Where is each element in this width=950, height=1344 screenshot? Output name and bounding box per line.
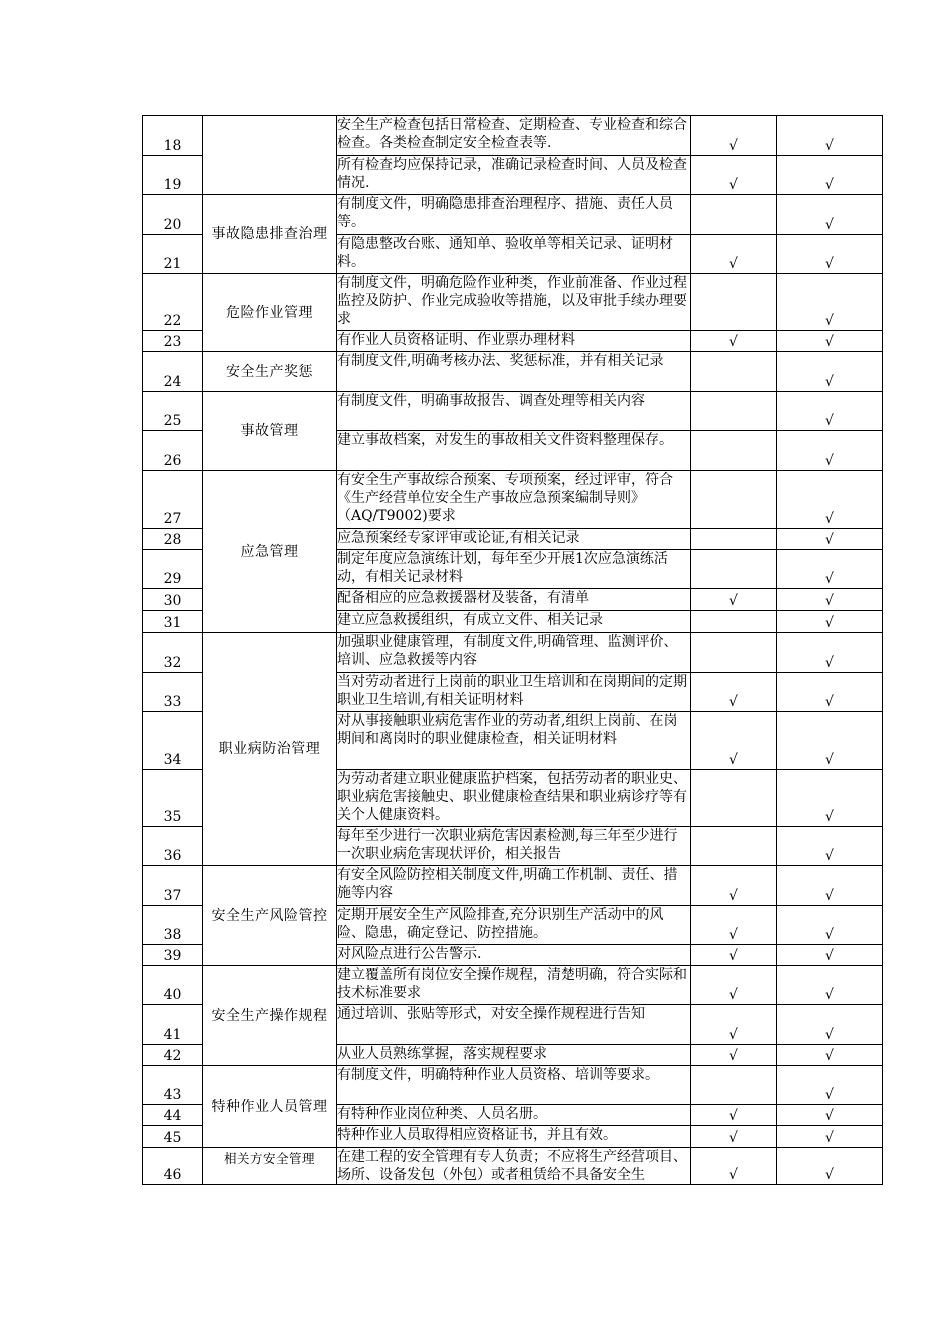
- check-mark-col2: √: [777, 633, 883, 673]
- requirement-text: 应急预案经专家评审或论证,有相关记录: [337, 529, 691, 550]
- category-cell: 应急管理: [203, 471, 337, 633]
- check-mark-col1: [691, 633, 777, 673]
- item-number: 41: [143, 1005, 203, 1045]
- item-number: 29: [143, 550, 203, 589]
- check-mark-col1: √: [691, 966, 777, 1005]
- check-mark-col2: √: [777, 866, 883, 906]
- requirement-text: 通过培训、张贴等形式，对安全操作规程进行告知: [337, 1005, 691, 1045]
- check-mark-col1: √: [691, 1005, 777, 1045]
- check-mark-col1: [691, 1066, 777, 1105]
- check-mark-col2: √: [777, 611, 883, 633]
- check-mark-col2: √: [777, 352, 883, 392]
- requirement-text: 为劳动者建立职业健康监护档案，包括劳动者的职业史、职业病危害接触史、职业健康检查结果和职业病诊疗等有关个人健康资料。: [337, 770, 691, 827]
- check-mark-col2: √: [777, 392, 883, 431]
- item-number: 32: [143, 633, 203, 673]
- check-mark-col1: √: [691, 1105, 777, 1126]
- check-mark-col1: [691, 550, 777, 589]
- item-number: 24: [143, 352, 203, 392]
- check-mark-col2: √: [777, 431, 883, 471]
- check-mark-col1: √: [691, 945, 777, 966]
- check-mark-col2: √: [777, 195, 883, 235]
- item-number: 33: [143, 673, 203, 712]
- check-mark-col2: √: [777, 1045, 883, 1066]
- requirement-text: 有隐患整改台账、通知单、验收单等相关记录、证明材料。: [337, 235, 691, 274]
- table-row: [143, 1148, 883, 1185]
- item-number: 43: [143, 1066, 203, 1105]
- check-mark-col1: [691, 274, 777, 331]
- check-mark-col2: √: [777, 274, 883, 331]
- table-row: [143, 866, 883, 906]
- item-number: 21: [143, 235, 203, 274]
- requirement-text: 制定年度应急演练计划，每年至少开展1次应急演练活动，有相关记录材料: [337, 550, 691, 589]
- safety-checklist-table: [142, 115, 883, 1185]
- item-number: 27: [143, 471, 203, 529]
- category-cell: 安全生产操作规程: [203, 966, 337, 1066]
- item-number: 18: [143, 116, 203, 156]
- table-row: [143, 1066, 883, 1105]
- requirement-text: 有制度文件，明确隐患排查治理程序、措施、责任人员等。: [337, 195, 691, 235]
- category-cell: [203, 116, 337, 195]
- table-row: [143, 966, 883, 1005]
- check-mark-col2: √: [777, 1066, 883, 1105]
- item-number: 30: [143, 589, 203, 611]
- requirement-text: 在建工程的安全管理有专人负责；不应将生产经营项目、场所、设备发包（外包）或者租赁给不具备安全生: [337, 1148, 691, 1185]
- item-number: 42: [143, 1045, 203, 1066]
- requirement-text: 特种作业人员取得相应资格证书，并且有效。: [337, 1126, 691, 1148]
- requirement-text: 配备相应的应急救援器材及装备，有清单: [337, 589, 691, 611]
- check-mark-col2: √: [777, 827, 883, 866]
- requirement-text: 有制度文件，明确事故报告、调查处理等相关内容: [337, 392, 691, 431]
- checklist-body: [143, 116, 883, 1185]
- item-number: 26: [143, 431, 203, 471]
- requirement-text: 建立覆盖所有岗位安全操作规程，清楚明确，符合实际和技术标准要求: [337, 966, 691, 1005]
- check-mark-col2: √: [777, 116, 883, 156]
- category-cell: 安全生产风险管控: [203, 866, 337, 966]
- check-mark-col2: √: [777, 331, 883, 352]
- item-number: 34: [143, 712, 203, 770]
- item-number: 39: [143, 945, 203, 966]
- item-number: 31: [143, 611, 203, 633]
- check-mark-col1: [691, 611, 777, 633]
- category-cell: 事故隐患排查治理: [203, 195, 337, 274]
- item-number: 28: [143, 529, 203, 550]
- check-mark-col1: √: [691, 331, 777, 352]
- requirement-text: 定期开展安全生产风险排查,充分识别生产活动中的风险、隐患，确定登记、防控措施。: [337, 906, 691, 945]
- check-mark-col1: √: [691, 116, 777, 156]
- check-mark-col1: √: [691, 235, 777, 274]
- requirement-text: 当对劳动者进行上岗前的职业卫生培训和在岗期间的定期职业卫生培训,有相关证明材料: [337, 673, 691, 712]
- check-mark-col2: √: [777, 235, 883, 274]
- check-mark-col2: √: [777, 945, 883, 966]
- item-number: 35: [143, 770, 203, 827]
- check-mark-col2: √: [777, 1148, 883, 1185]
- check-mark-col1: [691, 529, 777, 550]
- check-mark-col2: √: [777, 673, 883, 712]
- check-mark-col1: [691, 827, 777, 866]
- table-row: [143, 352, 883, 392]
- table-row: [143, 195, 883, 235]
- check-mark-col2: √: [777, 1126, 883, 1148]
- category-cell: 职业病防治管理: [203, 633, 337, 866]
- check-mark-col2: √: [777, 966, 883, 1005]
- check-mark-col1: √: [691, 1148, 777, 1185]
- requirement-text: 安全生产检查包括日常检查、定期检查、专业检查和综合检查。各类检查制定安全检查表等.: [337, 116, 691, 156]
- item-number: 37: [143, 866, 203, 906]
- requirement-text: 加强职业健康管理，有制度文件,明确管理、监测评价、培训、应急救援等内容: [337, 633, 691, 673]
- check-mark-col1: [691, 431, 777, 471]
- check-mark-col1: [691, 352, 777, 392]
- item-number: 23: [143, 331, 203, 352]
- check-mark-col2: √: [777, 550, 883, 589]
- requirement-text: 从业人员熟练掌握，落实规程要求: [337, 1045, 691, 1066]
- item-number: 45: [143, 1126, 203, 1148]
- check-mark-col1: √: [691, 1045, 777, 1066]
- item-number: 38: [143, 906, 203, 945]
- category-cell: 安全生产奖惩: [203, 352, 337, 392]
- item-number: 22: [143, 274, 203, 331]
- check-mark-col1: √: [691, 866, 777, 906]
- requirement-text: 建立应急救援组织，有成立文件、相关记录: [337, 611, 691, 633]
- category-cell: 危险作业管理: [203, 274, 337, 352]
- check-mark-col2: √: [777, 1005, 883, 1045]
- requirement-text: 建立事故档案，对发生的事故相关文件资料整理保存。: [337, 431, 691, 471]
- item-number: 44: [143, 1105, 203, 1126]
- check-mark-col2: √: [777, 906, 883, 945]
- item-number: 25: [143, 392, 203, 431]
- requirement-text: 所有检查均应保持记录，准确记录检查时间、人员及检查情况.: [337, 156, 691, 195]
- requirement-text: 有制度文件,明确考核办法、奖惩标准，并有相关记录: [337, 352, 691, 392]
- category-cell: 相关方安全管理: [203, 1148, 337, 1185]
- check-mark-col2: √: [777, 471, 883, 529]
- item-number: 20: [143, 195, 203, 235]
- check-mark-col1: [691, 392, 777, 431]
- requirement-text: 有安全生产事故综合预案、专项预案，经过评审，符合《生产经营单位安全生产事故应急预案编制导则》（AQ/T9002)要求: [337, 471, 691, 529]
- check-mark-col1: √: [691, 156, 777, 195]
- check-mark-col1: [691, 195, 777, 235]
- check-mark-col2: √: [777, 1105, 883, 1126]
- check-mark-col1: [691, 471, 777, 529]
- category-cell: 特种作业人员管理: [203, 1066, 337, 1148]
- check-mark-col2: √: [777, 712, 883, 770]
- table-row: [143, 274, 883, 331]
- table-row: [143, 392, 883, 431]
- check-mark-col2: √: [777, 529, 883, 550]
- table-row: [143, 116, 883, 156]
- check-mark-col1: √: [691, 1126, 777, 1148]
- requirement-text: 有安全风险防控相关制度文件,明确工作机制、责任、措施等内容: [337, 866, 691, 906]
- item-number: 36: [143, 827, 203, 866]
- requirement-text: 有制度文件，明确危险作业种类，作业前准备、作业过程监控及防护、作业完成验收等措施，以及审批手续办理要求: [337, 274, 691, 331]
- item-number: 46: [143, 1148, 203, 1185]
- check-mark-col1: √: [691, 673, 777, 712]
- item-number: 19: [143, 156, 203, 195]
- check-mark-col1: √: [691, 712, 777, 770]
- check-mark-col2: √: [777, 770, 883, 827]
- requirement-text: 有特种作业岗位种类、人员名册。: [337, 1105, 691, 1126]
- table-row: [143, 633, 883, 673]
- check-mark-col1: [691, 770, 777, 827]
- requirement-text: 对风险点进行公告警示.: [337, 945, 691, 966]
- check-mark-col2: √: [777, 589, 883, 611]
- requirement-text: 有作业人员资格证明、作业票办理材料: [337, 331, 691, 352]
- requirement-text: 有制度文件，明确特种作业人员资格、培训等要求。: [337, 1066, 691, 1105]
- check-mark-col2: √: [777, 156, 883, 195]
- item-number: 40: [143, 966, 203, 1005]
- requirement-text: 每年至少进行一次职业病危害因素检测,每三年至少进行一次职业病危害现状评价，相关报告: [337, 827, 691, 866]
- check-mark-col1: √: [691, 906, 777, 945]
- requirement-text: 对从事接触职业病危害作业的劳动者,组织上岗前、在岗期间和离岗时的职业健康检查，相关证明材料: [337, 712, 691, 770]
- table-row: [143, 471, 883, 529]
- check-mark-col1: √: [691, 589, 777, 611]
- category-cell: 事故管理: [203, 392, 337, 471]
